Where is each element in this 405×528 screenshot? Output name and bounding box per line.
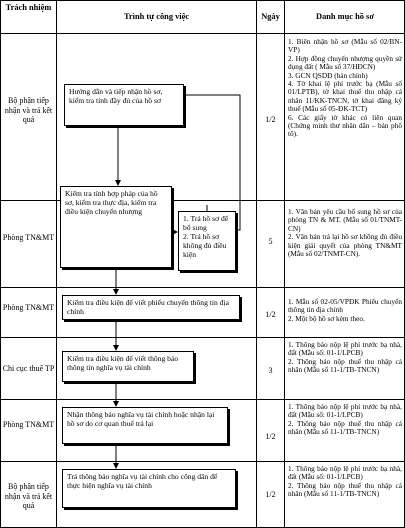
header-workflow: Trình tự công việc: [123, 12, 190, 21]
row3-days: 1/2: [265, 310, 276, 319]
row1-responsibility: Bộ phận tiếp nhận và trả kết quả: [4, 96, 53, 125]
row2-responsibility: Phòng TN&MT: [2, 233, 55, 242]
row6-step-box: Trả thông báo nghĩa vụ tài chính cho công dân để thực hiện nghĩa vụ tài chính: [62, 469, 236, 508]
row3-responsibility: Phòng TN&MT: [2, 303, 55, 312]
row1-documents: 1. Biên nhận hồ sơ (Mẫu số 02/BN-VP) 2. Hợp đồng chuyển nhượng quyền sử dụng đất ( Mẫu số 37/HĐCN) 3. GCN QSDĐ (bản chính) 4. Tờ khai lệ phí trước bạ (Mẫu số 01/LPTB), tờ khai thuế thu nhập cá nhân 11/KK-TNCN, tờ khai đăng ký thuế (Mẫu số 05-ĐK-TCT) 6. Các giấy tờ khác có liên quan (Chứng minh thư nhân dân – bản phô tô).: [288, 37, 402, 139]
row2-days: 5: [268, 237, 273, 246]
row2-side-step-box: 1. Trả hồ sơ để bổ sung 2. Trả hồ sơ không đủ điều kiện: [178, 211, 236, 271]
row1-step-box: Hướng dẫn và tiếp nhận hồ sơ, kiểm tra tính đầy đủ của hồ sơ: [64, 84, 184, 126]
row6-responsibility: Bộ phận tiếp nhận và trả kết quả: [4, 482, 53, 511]
row2-step-box: Kiểm tra tính hợp pháp của hồ sơ, kiểm tra thực địa, kiểm tra điều kiện chuyển nhượng: [60, 186, 172, 268]
row3-step-box: Kiểm tra điều kiện để viết phiếu chuyển thông tin địa chính: [62, 295, 240, 320]
row4-responsibility: Chi cục thuế TP: [2, 364, 55, 373]
row3-documents: 1. Mẫu số 02-05/VPĐK Phiếu chuyển thông tin địa chính 2. Một bộ hồ sơ kèm theo.: [288, 297, 402, 323]
row5-responsibility: Phòng TN&MT: [2, 420, 55, 429]
row5-documents: 1. Thông báo nộp lệ phí trước bạ nhà, đất (Mẫu số: 01-1/LPCB) 2. Thông báo nộp thuế thu nhập cá nhân (Mẫu số 11-1/TB-TNCN): [288, 402, 402, 437]
row1-days: 1/2: [265, 115, 276, 124]
row2-documents: 1. Văn bản yêu cầu bổ sung hồ sơ của phòng TN & MT. (Mẫu số 01/TNMT-CN) 2. Văn bản trả lại hồ sơ không đủ điều kiện giải quyết của phòng TN&MT (Mẫu số 02/TNMT-CN).: [288, 207, 402, 259]
row6-days: 1/2: [265, 490, 276, 499]
row5-step-box: Nhận thông báo nghĩa vụ tài chính hoặc nhận lại hồ sơ do cơ quan thuế trả lại: [62, 407, 228, 444]
header-responsibility: Trách nhiệm: [5, 3, 52, 12]
row6-documents: 1. Thông báo nộp lệ phí trước bạ nhà, đất (Mẫu số: 01-1/LPCB) 2. Thông báo nộp thuế thu nhập cá nhân (Mẫu số 11-1/TB-TNCN): [288, 464, 402, 499]
row4-step-box: Kiểm tra điều kiện để viết thông báo thông tin nghĩa vụ tài chính: [62, 351, 194, 382]
row4-days: 3: [268, 366, 273, 375]
header-days: Ngày: [261, 12, 280, 21]
row4-documents: 1. Thông báo nộp lệ phí trước bạ nhà, đất (Mẫu số: 01-1/LPCB) 2. Thông báo nộp thuế thu nhập cá nhân (Mẫu số 11-1/TB-TNCN): [288, 340, 402, 375]
row5-days: 1/2: [265, 432, 276, 441]
header-documents: Danh mục hồ sơ: [316, 12, 374, 21]
